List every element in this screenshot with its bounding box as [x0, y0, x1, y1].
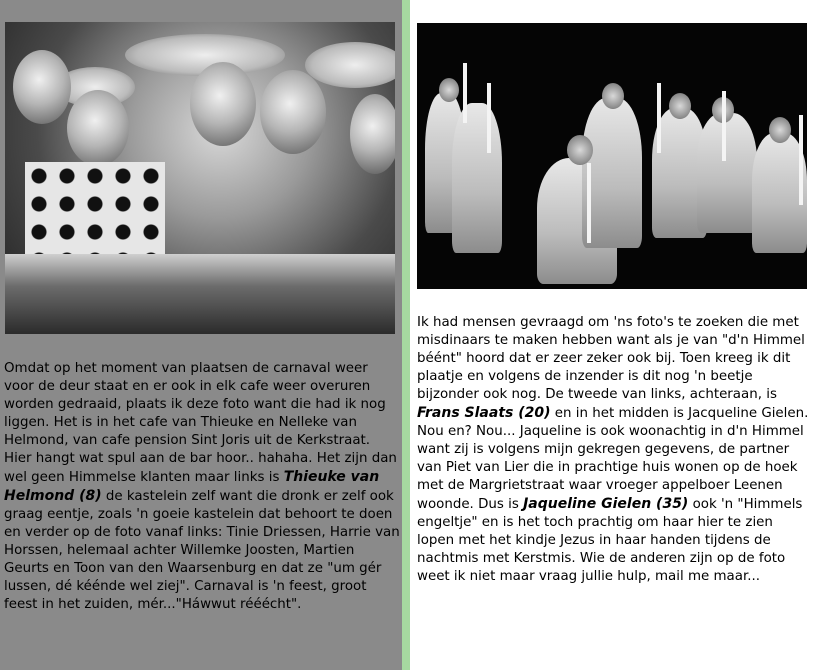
face-shape [190, 62, 256, 146]
carnaval-bar-photo [5, 22, 395, 334]
face-shape [350, 94, 395, 174]
robe-shape [452, 103, 502, 253]
face-shape [13, 50, 71, 124]
robe-shape [582, 98, 642, 248]
face-shape [567, 135, 593, 165]
face-shape [439, 78, 459, 102]
hat-shape [305, 42, 395, 88]
candle-shape [657, 83, 661, 153]
robe-shape [697, 113, 757, 233]
right-column [410, 0, 814, 670]
face-shape [260, 70, 326, 154]
text-segment: de kastelein zelf want die dronk er zelf ook graag eentje, zoals 'n goeie kastelein dat behoort te doen en verder op de foto vanaf links: Tinie Driessen, Harrie van Horssen, helemaal achter Willemke Joosten, Martien Geurts en Toon van den Waarsenburg en dat ze "um gér lussen, dé kéénde wel ziej". Carnaval is 'n feest, groot feest in het zuiden, mér..."Háwwut rééécht". [4, 489, 400, 612]
face-shape [669, 93, 691, 119]
face-shape [67, 90, 129, 166]
left-column [0, 0, 402, 670]
candle-shape [722, 91, 726, 161]
text-segment: en in het midden is Jacqueline Gielen. Nou en? Nou... Jaqueline is ook woonachtig in d'n Himmel want zij is volgens mijn gekregen gegevens, de partner van Piet van Lier die in prachtige huis wonen op de hoek met de Margrietstraat waar vroeger appelboer Leenen woonde. Dus is [417, 406, 809, 512]
text-segment: ook 'n "Himmels engeltje" en is het toch prachtig om haar hier te zien lopen met het kindje Jezus in haar handen tijdens de nachtmis met Kerstmis. Wie de anderen zijn op de foto weet ik niet maar vraag jullie hulp, mail me maar... [417, 497, 803, 584]
text-segment: Ik had mensen gevraagd om 'ns foto's te zoeken die met misdinaars te maken hebben want als je van "d'n Himmel béént" hoord dat er zeer zeker ook bij. Toen kreeg ik dit plaatje en volgens de inzender is dit nog 'n beetje bijzonder ook nog. De tweede van links, achteraan, is [417, 315, 805, 402]
misdienaars-procession-photo [417, 23, 807, 289]
right-article-text [417, 314, 811, 586]
column-divider [402, 0, 410, 670]
candle-shape [799, 115, 803, 205]
face-shape [769, 117, 791, 143]
person-name-jaqueline: Jaqueline Gielen (35) [523, 496, 689, 512]
candle-shape [463, 63, 467, 123]
person-name-frans: Frans Slaats (20) [417, 405, 551, 421]
bar-counter [5, 254, 395, 334]
left-article-text [4, 360, 400, 614]
person-name-thieuke: Thieuke van Helmond (8) [4, 469, 380, 504]
candle-shape [587, 163, 591, 243]
face-shape [602, 83, 624, 109]
text-segment: Omdat op het moment van plaatsen de carnaval weer voor de deur staat en er ook in elk cafe weer overuren worden gedraaid, plaats ik deze foto want die had ik nog liggen. Het is in het cafe van Thieuke en Nelleke van Helmond, van cafe pension Sint Joris uit de Kerkstraat. Hier hangt wat spul aan de bar hoor.. hahaha. Het zijn dan wel geen Himmelse klanten maar links is [4, 361, 397, 485]
candle-shape [487, 83, 491, 153]
